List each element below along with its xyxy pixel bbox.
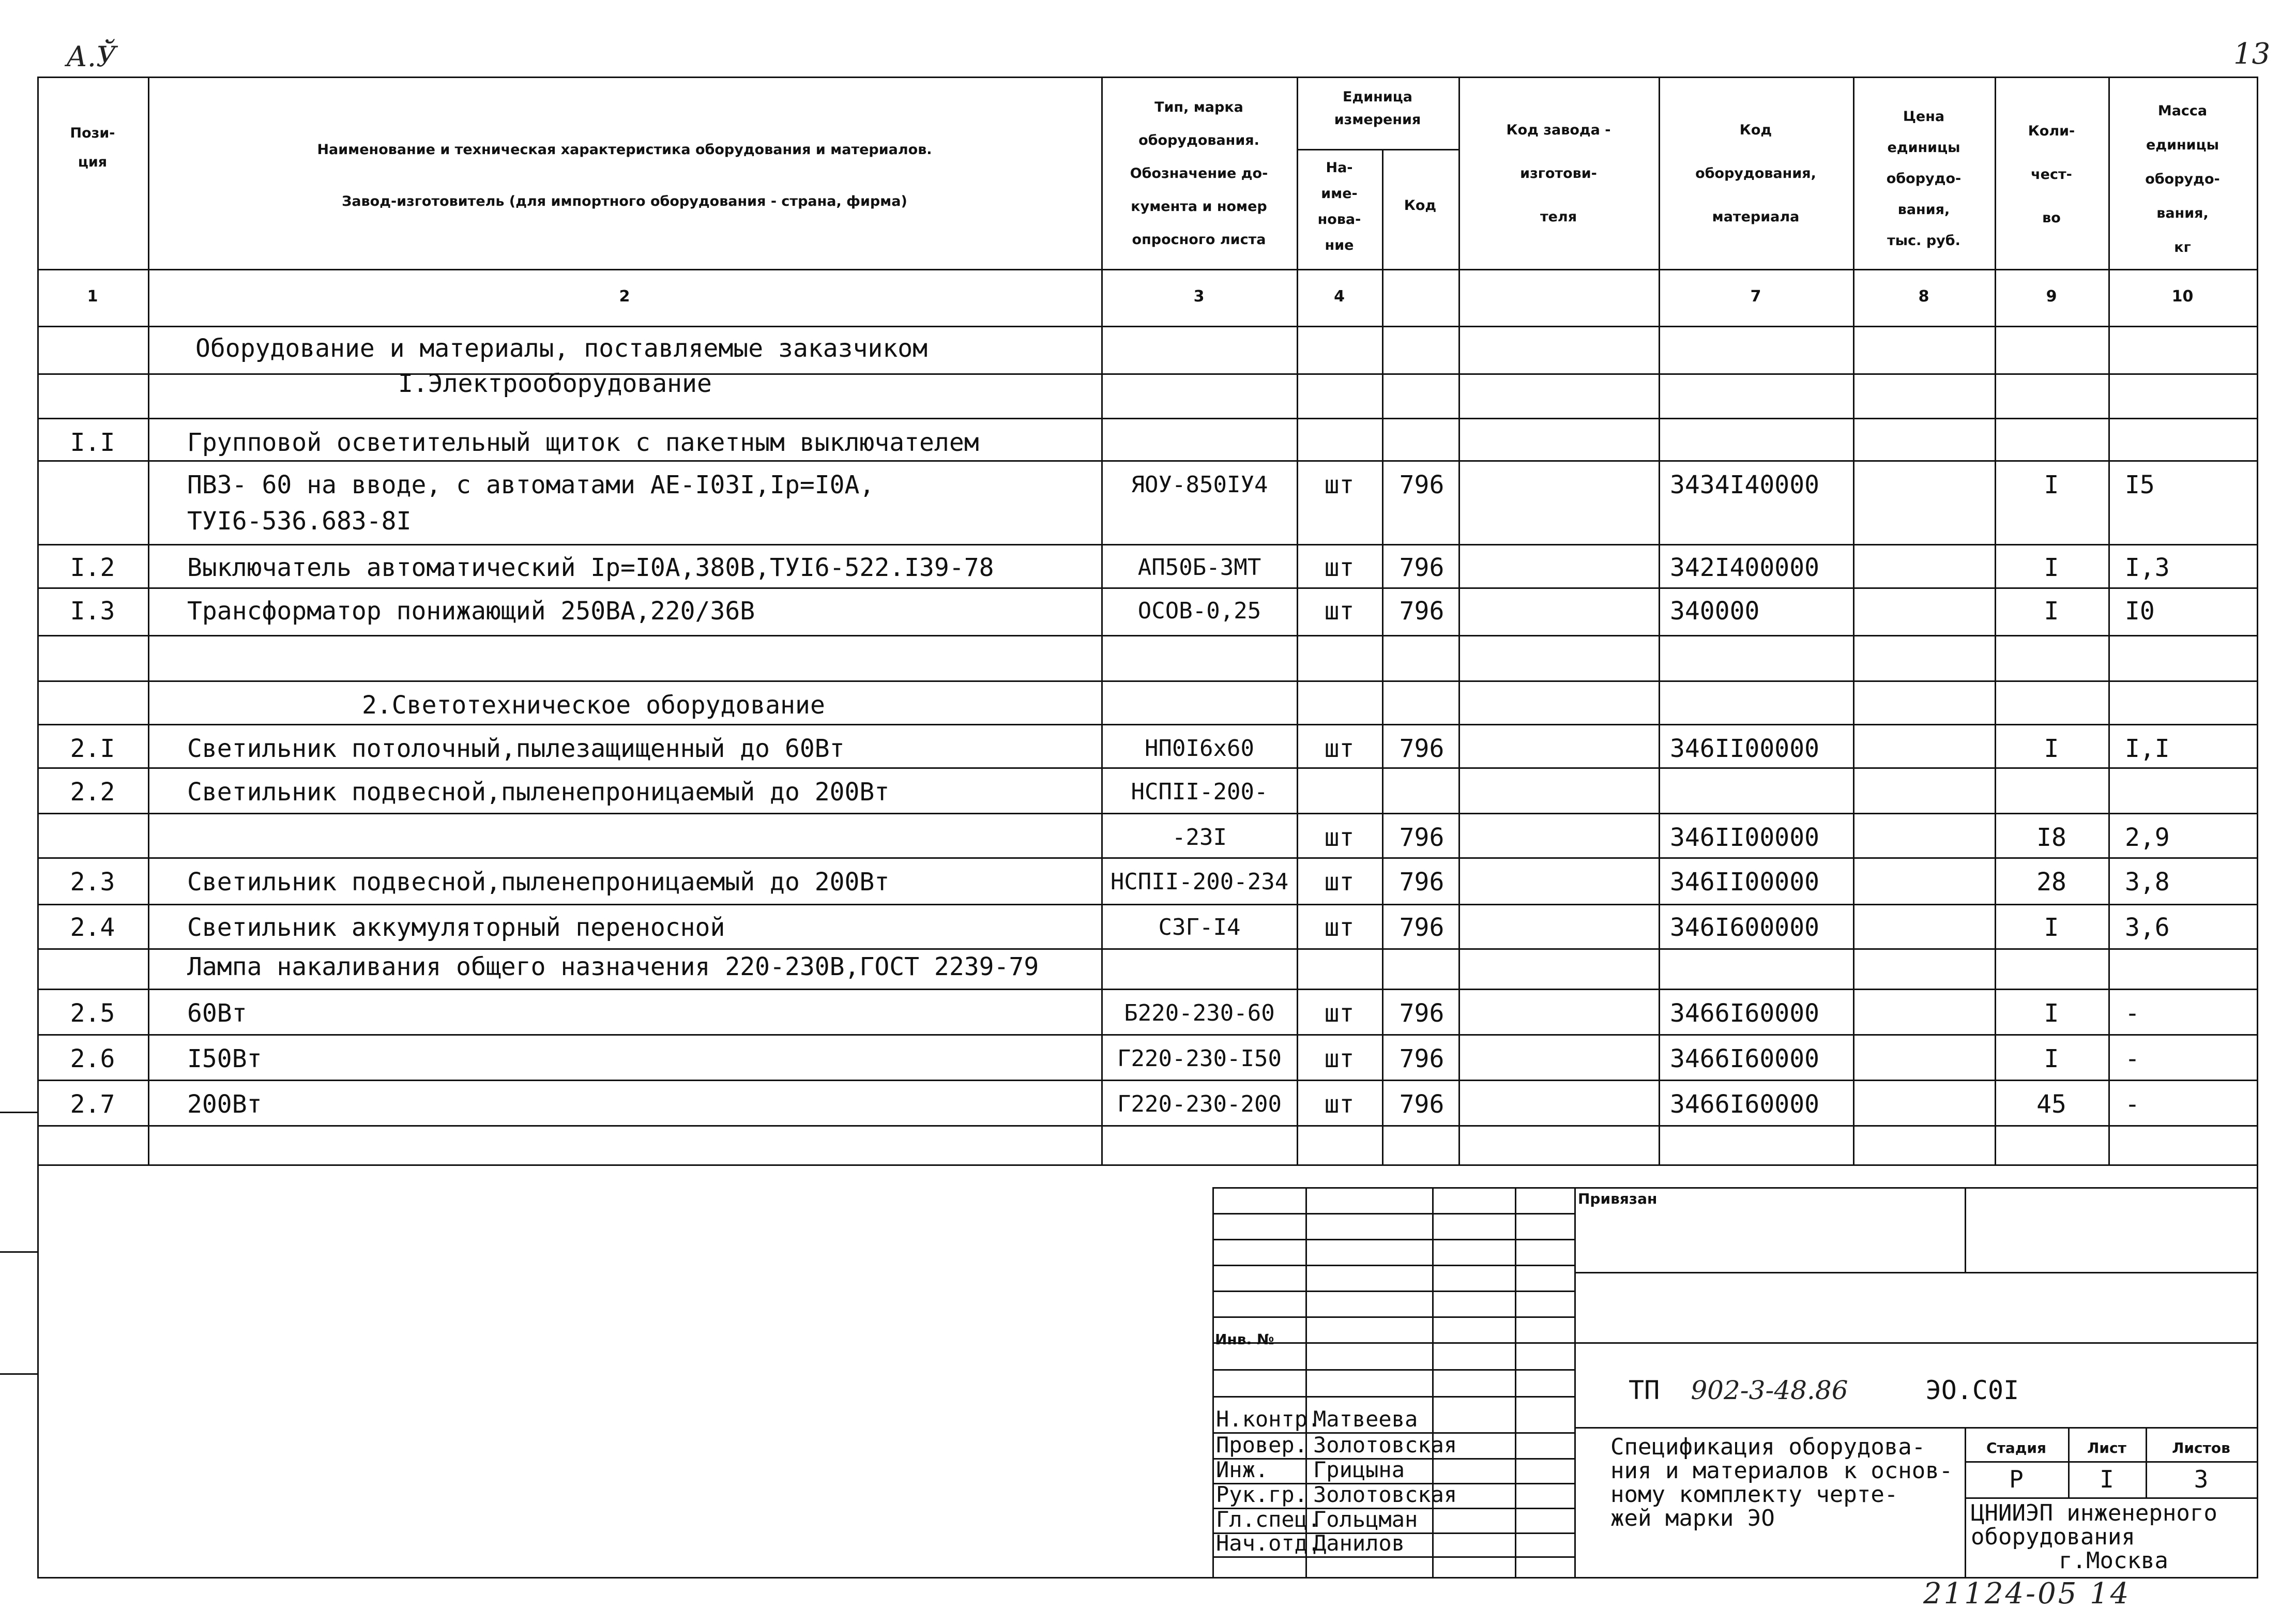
cell-name: Выключатель автоматический Iр=I0А,380В,ТУI6-522.I39-78 <box>187 553 994 582</box>
signer-name: Грицына <box>1313 1457 1405 1482</box>
cell-code: 796 <box>1399 868 1444 897</box>
cell-name: Лампа накаливания общего назначения 220-230В,ГОСТ 2239-79 <box>187 952 1039 981</box>
signer-name: Золотовская <box>1313 1432 1457 1458</box>
margin-tick <box>0 1373 37 1375</box>
cell-name: ПВЗ- 60 на вводе, с автоматами АЕ-I03I,Iр=I0А, <box>187 470 875 499</box>
cell-pos: 2.7 <box>70 1090 115 1119</box>
cell-pos: 2.2 <box>70 778 115 807</box>
col-number: 4 <box>1334 287 1345 306</box>
cell-mass: I,3 <box>2125 553 2170 582</box>
header-unit-code: Код <box>1404 198 1437 214</box>
cell-code: 796 <box>1399 823 1444 852</box>
cell-mass: - <box>2125 1044 2140 1073</box>
cell-eq: 346II00000 <box>1670 823 1819 852</box>
cell-type: ЯОУ-850IУ4 <box>1131 472 1268 498</box>
cell-qty: I <box>2044 999 2059 1028</box>
inv-label: Инв. № <box>1215 1331 1274 1348</box>
bottom-code: 21124-05 14 <box>1923 1577 2131 1611</box>
col-number: 9 <box>2046 287 2057 306</box>
cell-name: Светильник подвесной,пыленепроницаемый до 200Вт <box>187 868 890 897</box>
cell-type: -23I <box>1172 824 1227 851</box>
signer-role: Инж. <box>1216 1457 1269 1482</box>
cell-qty: I <box>2044 913 2059 942</box>
signer-role: Провер. <box>1216 1432 1308 1458</box>
cell-unit: шт <box>1324 999 1355 1028</box>
cell-unit: шт <box>1324 553 1355 582</box>
cell-mass: I0 <box>2125 597 2155 626</box>
cell-unit: шт <box>1324 1090 1355 1119</box>
cell-type: Б220-230-60 <box>1124 1000 1275 1026</box>
cell-qty: I8 <box>2036 823 2066 852</box>
margin-tick <box>0 1251 37 1253</box>
cell-code: 796 <box>1399 1044 1444 1073</box>
stage-value: Р <box>2009 1465 2024 1493</box>
signer-name: Золотовская <box>1313 1482 1457 1507</box>
cell-code: 796 <box>1399 470 1444 499</box>
cell-name: Групповой осветительный щиток с пакетным выключателем <box>187 428 979 457</box>
cell-name: 60Вт <box>187 999 247 1028</box>
cell-code: 796 <box>1399 913 1444 942</box>
signer-role: Н.контр. <box>1216 1406 1321 1432</box>
cell-code: 796 <box>1399 597 1444 626</box>
cell-pos: 2.5 <box>70 999 115 1028</box>
col-number: 3 <box>1193 287 1205 306</box>
cell-unit: шт <box>1324 470 1355 499</box>
cell-eq: 346I600000 <box>1670 913 1819 942</box>
cell-pos: I.3 <box>70 597 115 626</box>
cell-qty: I <box>2044 553 2059 582</box>
signer-role: Нач.отд. <box>1216 1530 1321 1556</box>
cell-mass: I,I <box>2125 734 2170 763</box>
cell-pos: I.I <box>70 428 115 457</box>
cell-mass: I5 <box>2125 470 2155 499</box>
cell-eq: 340000 <box>1670 597 1760 626</box>
cell-name: Светильник аккумуляторный переносной <box>187 913 725 942</box>
cell-type: Г220-230-I50 <box>1117 1045 1282 1072</box>
header-name: Наименование и техническая характеристика оборудования и материалов. Завод-изготовитель (для импортного оборудования - страна, фирма) <box>317 142 932 209</box>
page-number: 13 <box>2233 37 2271 71</box>
cell-eq: 346II00000 <box>1670 868 1819 897</box>
cell-unit: шт <box>1324 597 1355 626</box>
cell-name: ТУI6-536.683-8I <box>187 507 412 536</box>
cell-eq: 342I400000 <box>1670 553 1819 582</box>
cell-pos: 2.6 <box>70 1044 115 1073</box>
col-number: 8 <box>1918 287 1929 306</box>
corner-mark: А.Ў <box>66 40 117 73</box>
header-quantity: Коли- чест- во <box>2028 123 2075 226</box>
cell-mass: 2,9 <box>2125 823 2170 852</box>
cell-type: СЗГ-I4 <box>1158 914 1241 940</box>
cell-type: НСПII-200- <box>1131 779 1268 805</box>
signer-name: Данилов <box>1313 1530 1405 1556</box>
cell-pos: 2.3 <box>70 868 115 897</box>
cell-qty: I <box>2044 597 2059 626</box>
cell-mass: 3,8 <box>2125 868 2170 897</box>
privyazan-label: Привязан <box>1578 1190 1658 1207</box>
cell-name: Трансформатор понижающий 250ВА,220/36В <box>187 597 755 626</box>
signer-name: Гольцман <box>1313 1507 1418 1532</box>
cell-eq: 3466I60000 <box>1670 999 1819 1028</box>
cell-eq: 3434I40000 <box>1670 470 1819 499</box>
header-unit: Единица измерения <box>1334 89 1421 128</box>
cell-name: I50Вт <box>187 1044 262 1073</box>
cell-pos: I.2 <box>70 553 115 582</box>
cell-code: 796 <box>1399 734 1444 763</box>
cell-unit: шт <box>1324 913 1355 942</box>
section-title: Оборудование и материалы, поставляемые заказчиком <box>195 334 928 363</box>
cell-eq: 3466I60000 <box>1670 1044 1819 1073</box>
cell-mass: - <box>2125 1090 2140 1119</box>
organization: ЦНИИЭП инженерного оборудования г.Москва <box>1971 1500 2217 1574</box>
signer-role: Рук.гр. <box>1216 1482 1308 1507</box>
cell-name: 200Вт <box>187 1090 262 1119</box>
header-equipment-code: Код оборудования, материала <box>1695 122 1816 225</box>
signer-role: Гл.спец. <box>1216 1507 1321 1532</box>
cell-unit: шт <box>1324 868 1355 897</box>
header-unit-name: На- име- нова- ние <box>1317 160 1361 253</box>
cell-type: ОСОВ-0,25 <box>1137 598 1261 624</box>
cell-qty: I <box>2044 1044 2059 1073</box>
header-maker-code: Код завода - изготови- теля <box>1506 122 1611 225</box>
section-heading-2: 2.Светотехническое оборудование <box>362 691 825 720</box>
cell-type: НСПII-200-234 <box>1110 869 1289 895</box>
cell-unit: шт <box>1324 1044 1355 1073</box>
cell-code: 796 <box>1399 553 1444 582</box>
sheets-label: Листов <box>2172 1439 2230 1456</box>
margin-tick <box>0 1112 37 1113</box>
cell-qty: 28 <box>2036 868 2066 897</box>
col-number: 7 <box>1750 287 1761 306</box>
col-number: 1 <box>87 287 98 306</box>
doc-description: Спецификация оборудова- ния и материалов к основ- ному комплекту черте- жей марки ЭО <box>1610 1434 1953 1531</box>
doc-code: ТП 902-3-48.86 ЭО.С0I <box>1629 1375 2019 1405</box>
section-heading-1: I.Электрооборудование <box>398 369 712 398</box>
cell-eq: 3466I60000 <box>1670 1090 1819 1119</box>
sheet-label: Лист <box>2087 1439 2126 1456</box>
sheet-value: I <box>2100 1465 2114 1493</box>
cell-type: НП0I6х60 <box>1145 735 1254 762</box>
cell-pos: 2.4 <box>70 913 115 942</box>
header-mass: Масса единицы оборудо- вания, кг <box>2145 103 2220 255</box>
cell-unit: шт <box>1324 823 1355 852</box>
sheets-value: 3 <box>2194 1465 2209 1493</box>
cell-pos: 2.I <box>70 734 115 763</box>
cell-unit: шт <box>1324 734 1355 763</box>
cell-qty: I <box>2044 470 2059 499</box>
cell-name: Светильник потолочный,пылезащищенный до 60Вт <box>187 734 845 763</box>
cell-code: 796 <box>1399 1090 1444 1119</box>
header-price: Цена единицы оборудо- вания, тыс. руб. <box>1886 109 1962 249</box>
cell-name: Светильник подвесной,пыленепроницаемый до 200Вт <box>187 778 890 807</box>
cell-type: АП50Б-3МТ <box>1137 554 1261 581</box>
col-number: 10 <box>2171 287 2194 306</box>
cell-type: Г220-230-200 <box>1117 1091 1282 1117</box>
cell-mass: - <box>2125 999 2140 1028</box>
cell-mass: 3,6 <box>2125 913 2170 942</box>
signer-name: Матвеева <box>1313 1406 1418 1432</box>
cell-code: 796 <box>1399 999 1444 1028</box>
cell-qty: I <box>2044 734 2059 763</box>
cell-qty: 45 <box>2036 1090 2066 1119</box>
col-number: 2 <box>619 287 630 306</box>
cell-eq: 346II00000 <box>1670 734 1819 763</box>
header-position: Пози- ция <box>70 125 115 170</box>
stage-label: Стадия <box>1986 1439 2046 1456</box>
header-type: Тип, марка оборудования. Обозначение до- кумента и номер опросного листа <box>1130 99 1268 248</box>
